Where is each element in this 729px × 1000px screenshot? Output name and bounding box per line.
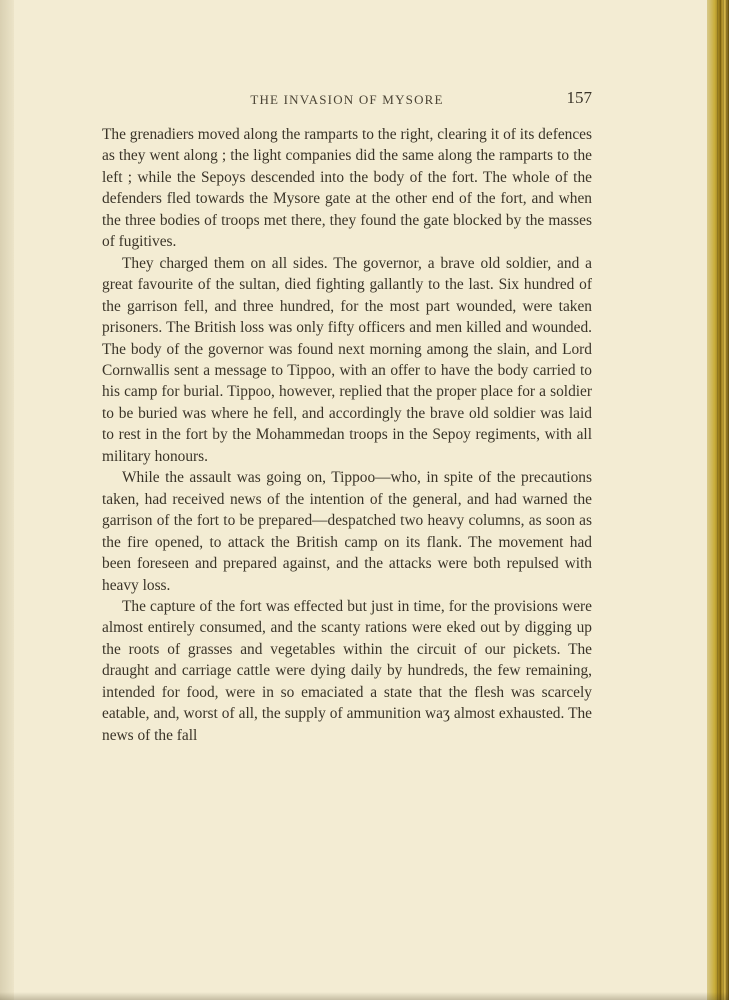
page-number: 157 [566,88,592,107]
bottom-shadow [0,992,729,1000]
paragraph-2: They charged them on all sides. The governor, a brave old soldier, and a great favourite of the sultan, died fighting gallantly to the last. Six hundred of the garrison fell, and three hundred, for the most part wounded, were taken prisoners. The British loss was only fifty officers and men killed and wounded. The body of the governor was found next morning among the slain, and Lord Cornwallis sent a message to Tippoo, with an offer to have the body carried to his camp for burial. Tippoo, however, replied that the proper place for a soldier to be buried was where he fell, and accordingly the brave old soldier was laid to rest in the fort by the Mohammedan troops in the Sepoy regiments, with all military honours. [102,254,592,465]
paragraph-3: While the assault was going on, Tippoo—who, in spite of the precautions taken, had received news of the intention of the general, and had warned the garrison of the fort to be prepared—despatched two heavy columns, as soon as the fire opened, to attack the British camp on its flank. The movement had been foreseen and prepared against, and the attacks were both repulsed with heavy loss. [102,469,592,594]
book-edge-pages [717,0,727,1000]
paragraph-1: The grenadiers moved along the ramparts to the right, clearing it of its defences as they went along ; the light companies did the same along the ramparts to the left ; while the Sepoys descended into the body of the fort. The whole of the defenders fled towards the Mysore gate at the other end of the fort, and when the three bodies of troops met there, they found the gate blocked by the masses of fugitives. [102,126,592,251]
running-title: THE INVASION OF MYSORE [250,92,444,107]
running-head [102,88,592,112]
body-text [102,124,592,746]
paragraph-4: The capture of the fort was effected but just in time, for the provisions were almost entirely consumed, and the scanty rations were eked out by digging up the roots of grasses and vegetables within the circuit of our pickets. The draught and carriage cattle were dying daily by hundreds, the few remaining, intended for food, were in so emaciated a state that the flesh was scarcely eatable, and, worst of all, the supply of ammunition waʒ almost exhausted. The news of the fall [102,597,592,744]
